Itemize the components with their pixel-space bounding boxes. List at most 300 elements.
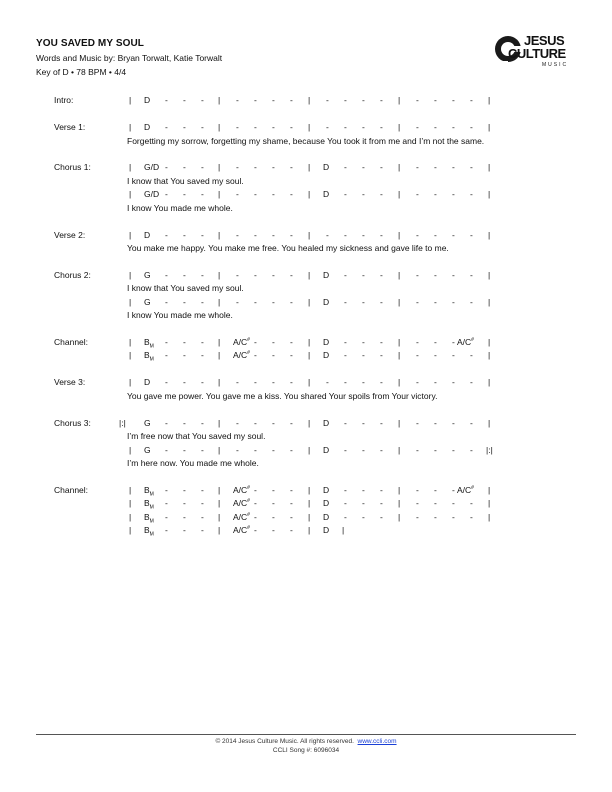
beat-dash: - — [165, 350, 168, 360]
beat-dash: - — [201, 230, 204, 240]
barline: | — [398, 512, 401, 522]
barline: | — [129, 512, 132, 522]
beat-dash: - — [470, 350, 473, 360]
beat-dash: - — [254, 95, 257, 105]
beat-dash: - — [290, 297, 293, 307]
beat-dash: - — [254, 512, 257, 522]
beat-dash: - — [344, 377, 347, 387]
beat-dash: - — [272, 445, 275, 455]
beat-dash: - — [272, 377, 275, 387]
beat-dash: - — [272, 95, 275, 105]
beat-dash: - — [201, 512, 204, 522]
beat-dash: - — [201, 350, 204, 360]
chord-d: D — [144, 122, 151, 132]
barline: | — [308, 418, 311, 428]
barline: | — [129, 270, 132, 280]
chord-g: G — [144, 418, 151, 428]
beat-dash: - — [470, 270, 473, 280]
beat-dash: - — [272, 230, 275, 240]
barline: | — [129, 377, 132, 387]
beat-dash: - — [380, 418, 383, 428]
beat-dash: - — [254, 337, 257, 347]
beat-dash: - — [452, 95, 455, 105]
beat-dash: - — [290, 270, 293, 280]
barline: | — [129, 230, 132, 240]
beat-dash: - — [452, 512, 455, 522]
barline: | — [129, 498, 132, 508]
barline: | — [342, 525, 345, 535]
beat-dash: - — [452, 230, 455, 240]
beat-dash: - — [434, 162, 437, 172]
beat-dash: - — [344, 512, 347, 522]
beat-dash: - — [452, 418, 455, 428]
beat-dash: - — [344, 350, 347, 360]
beat-dash: - — [183, 230, 186, 240]
beat-dash: - — [201, 377, 204, 387]
beat-dash: - — [290, 418, 293, 428]
barline: | — [218, 189, 221, 199]
beat-dash: - — [434, 418, 437, 428]
beat-dash: - — [165, 525, 168, 535]
beat-dash: - — [272, 337, 275, 347]
beat-dash: - — [470, 162, 473, 172]
beat-dash: - — [254, 270, 257, 280]
beat-dash: - — [344, 485, 347, 495]
beat-dash: - — [201, 270, 204, 280]
beat-dash: - — [201, 337, 204, 347]
beat-dash: - — [290, 230, 293, 240]
lyric-verse-3: You gave me power. You gave me a kiss. You shared Your spoils from Your victory. — [127, 391, 438, 401]
beat-dash: - — [272, 418, 275, 428]
lyric-chorus-3-line-1: I’m free now that You saved my soul. — [127, 431, 266, 441]
chord-bm: $B_M$ — [144, 525, 154, 538]
barline: | — [218, 350, 221, 360]
barline: | — [398, 498, 401, 508]
beat-dash: - — [362, 230, 365, 240]
beat-dash: - — [272, 162, 275, 172]
beat-dash: - — [236, 377, 239, 387]
beat-dash: - — [165, 485, 168, 495]
beat-dash: - — [254, 350, 257, 360]
chord-a-over-c-sharp: A/C# — [233, 337, 250, 347]
section-label-verse-2: Verse 2: — [54, 230, 86, 240]
logo-text-culture: CULTURE — [508, 46, 566, 61]
beat-dash: - — [344, 122, 347, 132]
barline: | — [308, 230, 311, 240]
section-label-chorus-1: Chorus 1: — [54, 162, 91, 172]
repeat-end-sign: |:| — [486, 445, 493, 455]
barline: | — [398, 337, 401, 347]
beat-dash: - — [254, 122, 257, 132]
barline: | — [129, 445, 132, 455]
ccli-link[interactable]: www.ccli.com — [357, 738, 397, 745]
beat-dash: - — [380, 512, 383, 522]
beat-dash: - — [434, 122, 437, 132]
barline: | — [218, 512, 221, 522]
chord-d: D — [323, 297, 330, 307]
beat-dash: - — [470, 95, 473, 105]
beat-dash: - — [272, 297, 275, 307]
beat-dash: - — [254, 377, 257, 387]
beat-dash: - — [452, 337, 455, 347]
beat-dash: - — [416, 337, 419, 347]
barline: | — [398, 418, 401, 428]
chord-gd: G/D — [144, 162, 160, 172]
footer-ccli-number: CCLI Song #: 6096034 — [272, 747, 340, 754]
beat-dash: - — [362, 512, 365, 522]
beat-dash: - — [434, 377, 437, 387]
barline: | — [488, 270, 491, 280]
barline: | — [129, 337, 132, 347]
beat-dash: - — [272, 350, 275, 360]
beat-dash: - — [434, 189, 437, 199]
barline: | — [218, 445, 221, 455]
chord-a-over-c-sharp: A/C# — [233, 525, 250, 535]
beat-dash: - — [183, 377, 186, 387]
beat-dash: - — [290, 445, 293, 455]
barline: | — [308, 498, 311, 508]
barline: | — [308, 525, 311, 535]
beat-dash: - — [434, 350, 437, 360]
beat-dash: - — [470, 189, 473, 199]
chord-bm: $B_M$ — [144, 512, 154, 525]
beat-dash: - — [254, 189, 257, 199]
beat-dash: - — [344, 445, 347, 455]
beat-dash: - — [362, 189, 365, 199]
beat-dash: - — [254, 297, 257, 307]
beat-dash: - — [344, 162, 347, 172]
beat-dash: - — [254, 485, 257, 495]
beat-dash: - — [236, 445, 239, 455]
beat-dash: - — [434, 270, 437, 280]
barline: | — [488, 498, 491, 508]
section-label-chorus-2: Chorus 2: — [54, 270, 91, 280]
beat-dash: - — [272, 498, 275, 508]
section-label-verse-1: Verse 1: — [54, 122, 86, 132]
beat-dash: - — [201, 498, 204, 508]
barline: | — [398, 377, 401, 387]
barline: | — [218, 270, 221, 280]
barline: | — [488, 297, 491, 307]
beat-dash: - — [326, 230, 329, 240]
beat-dash: - — [290, 162, 293, 172]
barline: | — [129, 95, 132, 105]
beat-dash: - — [470, 418, 473, 428]
chord-bm: $B_M$ — [144, 350, 154, 363]
beat-dash: - — [452, 445, 455, 455]
beat-dash: - — [434, 498, 437, 508]
barline: | — [488, 95, 491, 105]
barline: | — [488, 418, 491, 428]
beat-dash: - — [470, 498, 473, 508]
beat-dash: - — [452, 498, 455, 508]
barline: | — [398, 445, 401, 455]
beat-dash: - — [416, 270, 419, 280]
beat-dash: - — [362, 485, 365, 495]
beat-dash: - — [470, 512, 473, 522]
beat-dash: - — [165, 122, 168, 132]
chord-d: D — [323, 498, 330, 508]
lyric-chorus-1-line-2: I know You made me whole. — [127, 203, 233, 213]
chord-bm: $B_M$ — [144, 498, 154, 511]
lyric-chorus-1-line-1: I know that You saved my soul. — [127, 176, 244, 186]
barline: | — [308, 189, 311, 199]
chord-d: D — [323, 445, 330, 455]
barline: | — [398, 485, 401, 495]
barline: | — [308, 512, 311, 522]
beat-dash: - — [201, 122, 204, 132]
barline: | — [398, 189, 401, 199]
section-label-channel-2: Channel: — [54, 485, 89, 495]
barline: | — [488, 230, 491, 240]
chord-d: D — [144, 230, 151, 240]
logo-text-jesus: JESUS — [524, 33, 565, 48]
beat-dash: - — [165, 337, 168, 347]
beat-dash: - — [416, 230, 419, 240]
beat-dash: - — [183, 525, 186, 535]
beat-dash: - — [362, 498, 365, 508]
beat-dash: - — [236, 418, 239, 428]
beat-dash: - — [416, 297, 419, 307]
footer-divider — [36, 734, 576, 735]
barline: | — [129, 162, 132, 172]
beat-dash: - — [165, 270, 168, 280]
beat-dash: - — [165, 418, 168, 428]
beat-dash: - — [290, 485, 293, 495]
beat-dash: - — [416, 95, 419, 105]
beat-dash: - — [470, 445, 473, 455]
chord-d: D — [323, 270, 330, 280]
barline: | — [398, 95, 401, 105]
chord-g: G — [144, 270, 151, 280]
beat-dash: - — [362, 162, 365, 172]
beat-dash: - — [434, 95, 437, 105]
beat-dash: - — [362, 270, 365, 280]
chord-d: D — [323, 418, 330, 428]
beat-dash: - — [416, 498, 419, 508]
beat-dash: - — [183, 498, 186, 508]
beat-dash: - — [183, 350, 186, 360]
barline: | — [488, 485, 491, 495]
beat-dash: - — [344, 337, 347, 347]
beat-dash: - — [434, 445, 437, 455]
beat-dash: - — [290, 122, 293, 132]
beat-dash: - — [326, 377, 329, 387]
song-credits: Words and Music by: Bryan Torwalt, Katie Torwalt — [36, 53, 223, 63]
beat-dash: - — [183, 512, 186, 522]
beat-dash: - — [452, 122, 455, 132]
beat-dash: - — [290, 525, 293, 535]
beat-dash: - — [183, 95, 186, 105]
beat-dash: - — [165, 297, 168, 307]
beat-dash: - — [470, 230, 473, 240]
beat-dash: - — [183, 445, 186, 455]
lyric-chorus-3-line-2: I’m here now. You made me whole. — [127, 458, 259, 468]
beat-dash: - — [272, 189, 275, 199]
beat-dash: - — [416, 377, 419, 387]
barline: | — [129, 122, 132, 132]
beat-dash: - — [254, 230, 257, 240]
barline: | — [308, 485, 311, 495]
barline: | — [488, 162, 491, 172]
beat-dash: - — [236, 230, 239, 240]
section-label-verse-3: Verse 3: — [54, 377, 86, 387]
beat-dash: - — [183, 297, 186, 307]
beat-dash: - — [201, 485, 204, 495]
beat-dash: - — [165, 498, 168, 508]
beat-dash: - — [201, 297, 204, 307]
beat-dash: - — [254, 162, 257, 172]
beat-dash: - — [362, 445, 365, 455]
beat-dash: - — [344, 498, 347, 508]
beat-dash: - — [362, 377, 365, 387]
barline: | — [129, 297, 132, 307]
beat-dash: - — [380, 498, 383, 508]
beat-dash: - — [344, 95, 347, 105]
beat-dash: - — [362, 418, 365, 428]
barline: | — [488, 189, 491, 199]
barline: | — [218, 377, 221, 387]
barline: | — [218, 498, 221, 508]
chord-d: D — [144, 377, 151, 387]
beat-dash: - — [470, 377, 473, 387]
beat-dash: - — [183, 418, 186, 428]
beat-dash: - — [416, 162, 419, 172]
beat-dash: - — [380, 337, 383, 347]
barline: | — [129, 189, 132, 199]
beat-dash: - — [201, 189, 204, 199]
beat-dash: - — [452, 485, 455, 495]
barline: | — [218, 525, 221, 535]
beat-dash: - — [416, 189, 419, 199]
chord-gd: G/D — [144, 189, 160, 199]
beat-dash: - — [272, 525, 275, 535]
beat-dash: - — [452, 189, 455, 199]
jesus-culture-logo — [494, 34, 578, 72]
barline: | — [308, 270, 311, 280]
beat-dash: - — [416, 122, 419, 132]
barline: | — [218, 95, 221, 105]
barline: | — [398, 230, 401, 240]
barline: | — [218, 337, 221, 347]
barline: | — [488, 350, 491, 360]
chord-d: D — [144, 95, 151, 105]
beat-dash: - — [201, 95, 204, 105]
chord-d: D — [323, 512, 330, 522]
beat-dash: - — [183, 189, 186, 199]
beat-dash: - — [326, 95, 329, 105]
barline: | — [398, 122, 401, 132]
beat-dash: - — [290, 350, 293, 360]
barline: | — [398, 350, 401, 360]
beat-dash: - — [254, 498, 257, 508]
beat-dash: - — [452, 270, 455, 280]
beat-dash: - — [290, 377, 293, 387]
barline: | — [308, 162, 311, 172]
chord-d: D — [323, 525, 330, 535]
lyric-verse-1: Forgetting my sorrow, forgetting my shame, because You took it from me and I’m not the same. — [127, 136, 485, 146]
song-title: YOU SAVED MY SOUL — [36, 38, 145, 49]
beat-dash: - — [236, 297, 239, 307]
chord-a-over-c-sharp: A/C# — [457, 485, 474, 495]
beat-dash: - — [434, 297, 437, 307]
beat-dash: - — [380, 270, 383, 280]
beat-dash: - — [272, 270, 275, 280]
barline: | — [308, 377, 311, 387]
copyright-text: © 2014 Jesus Culture Music. All rights reserved. — [215, 738, 354, 745]
beat-dash: - — [452, 350, 455, 360]
beat-dash: - — [380, 350, 383, 360]
beat-dash: - — [380, 122, 383, 132]
beat-dash: - — [183, 337, 186, 347]
song-info: Key of D • 78 BPM • 4/4 — [36, 67, 127, 77]
beat-dash: - — [452, 297, 455, 307]
barline: | — [218, 485, 221, 495]
beat-dash: - — [416, 350, 419, 360]
beat-dash: - — [183, 270, 186, 280]
section-label-channel-1: Channel: — [54, 337, 89, 347]
beat-dash: - — [201, 162, 204, 172]
barline: | — [308, 350, 311, 360]
beat-dash: - — [183, 122, 186, 132]
chord-d: D — [323, 189, 330, 199]
beat-dash: - — [362, 122, 365, 132]
beat-dash: - — [236, 189, 239, 199]
section-label-intro: Intro: — [54, 95, 74, 105]
beat-dash: - — [272, 485, 275, 495]
chord-g: G — [144, 445, 151, 455]
beat-dash: - — [236, 270, 239, 280]
barline: | — [129, 485, 132, 495]
barline: | — [129, 525, 132, 535]
barline: | — [398, 297, 401, 307]
beat-dash: - — [290, 337, 293, 347]
beat-dash: - — [416, 512, 419, 522]
beat-dash: - — [380, 230, 383, 240]
barline: | — [488, 122, 491, 132]
lyric-chorus-2-line-2: I know You made me whole. — [127, 310, 233, 320]
beat-dash: - — [344, 297, 347, 307]
beat-dash: - — [290, 498, 293, 508]
beat-dash: - — [272, 512, 275, 522]
beat-dash: - — [165, 377, 168, 387]
beat-dash: - — [201, 445, 204, 455]
beat-dash: - — [362, 350, 365, 360]
beat-dash: - — [236, 162, 239, 172]
barline: | — [398, 270, 401, 280]
beat-dash: - — [434, 337, 437, 347]
beat-dash: - — [362, 297, 365, 307]
barline: | — [218, 122, 221, 132]
barline: | — [218, 297, 221, 307]
barline: | — [129, 350, 132, 360]
beat-dash: - — [254, 525, 257, 535]
beat-dash: - — [380, 162, 383, 172]
beat-dash: - — [344, 189, 347, 199]
chord-a-over-c-sharp: A/C# — [233, 485, 250, 495]
barline: | — [488, 512, 491, 522]
beat-dash: - — [236, 122, 239, 132]
chord-g: G — [144, 297, 151, 307]
beat-dash: - — [380, 445, 383, 455]
barline: | — [308, 445, 311, 455]
beat-dash: - — [290, 512, 293, 522]
beat-dash: - — [416, 445, 419, 455]
beat-dash: - — [272, 122, 275, 132]
barline: | — [308, 297, 311, 307]
chord-d: D — [323, 337, 330, 347]
beat-dash: - — [254, 445, 257, 455]
